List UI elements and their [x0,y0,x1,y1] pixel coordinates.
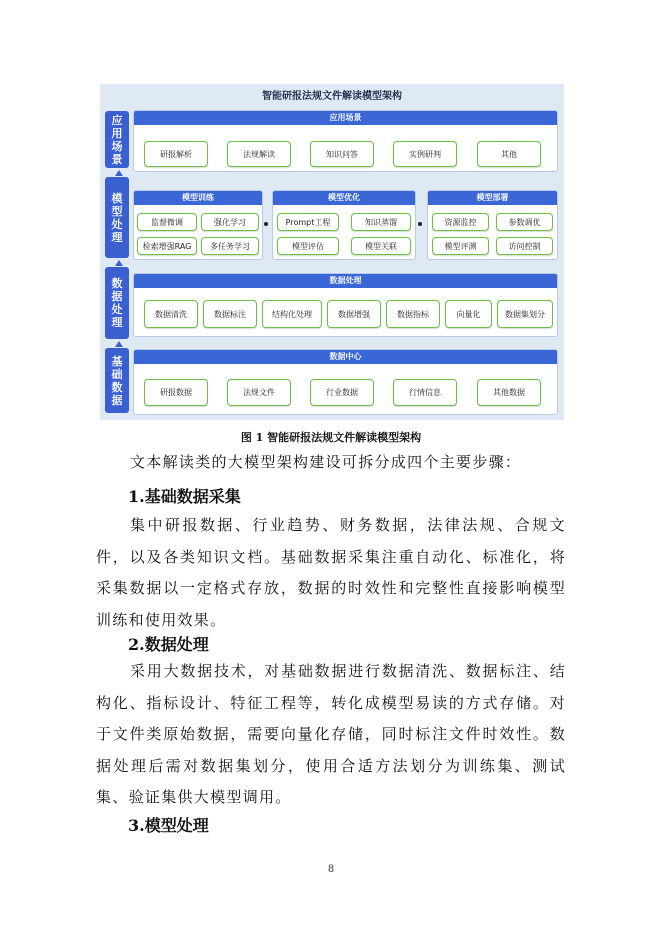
data-processing-head: 数据处理 [134,274,557,288]
train-chip: 多任务学习 [201,237,259,255]
side-label-center: 基础数据 [105,348,129,413]
data-center-head: 数据中心 [134,350,557,364]
train-chip: 检索增强RAG [137,237,197,255]
arrow-up-icon [115,170,123,176]
deploy-chip: 模型评测 [432,237,489,255]
center-chip: 研报数据 [144,379,208,406]
arrow-up-icon [115,341,123,347]
data-chip: 数据标注 [203,300,257,328]
app-chip: 知识问答 [310,141,374,167]
deploy-chip: 资源监控 [432,213,489,231]
center-chip: 其他数据 [477,379,541,406]
center-chip: 行业数据 [310,379,374,406]
deploy-chip: 参数调优 [496,213,553,231]
optim-chip: 模型评估 [277,237,339,255]
app-chip: 研报解析 [144,141,208,167]
architecture-figure [100,84,564,420]
app-layer-head: 应用场景 [134,111,557,125]
bullet-dot-icon [418,222,422,226]
optim-chip: 知识蒸馏 [351,213,411,231]
app-chip: 法规解读 [227,141,291,167]
model-deploy-head: 模型部署 [428,191,557,205]
section-heading-2: 2.数据处理 [128,635,209,654]
figure-caption: 图 1 智能研报法规文件解读模型架构 [240,431,422,444]
section-heading-1: 1.基础数据采集 [128,487,241,506]
arrow-up-icon [115,260,123,266]
bullet-dot-icon [264,222,268,226]
section-body-1: 集中研报数据、行业趋势、财务数据，法律法规、合规文件，以及各类知识文档。基础数据采集注重自动化、标准化，将采集数据以一定格式存放，数据的时效性和完整性直接影响模型训练和使用效果。 [96,516,566,629]
page-number: 8 [327,864,335,875]
data-chip: 数据清洗 [144,300,198,328]
model-train-head: 模型训练 [134,191,262,205]
deploy-chip: 访问控制 [496,237,553,255]
side-label-app: 应用场景 [105,111,129,168]
train-chip: 强化学习 [201,213,259,231]
side-label-data: 数据处理 [105,267,129,339]
side-label-model: 模型处理 [105,177,129,258]
data-chip: 数据指标 [386,300,440,328]
app-chip: 实例研判 [393,141,457,167]
figure-title: 智能研报法规文件解读模型架构 [262,91,402,102]
data-chip: 数据集划分 [497,300,553,328]
model-optim-head: 模型优化 [273,191,415,205]
data-chip: 数据增强 [327,300,381,328]
data-chip: 向量化 [445,300,492,328]
train-chip: 监督微调 [137,213,197,231]
intro-paragraph: 文本解读类的大模型架构建设可拆分成四个主要步骤： [130,453,522,471]
data-chip: 结构化处理 [262,300,322,328]
center-chip: 法规文件 [227,379,291,406]
optim-chip: Prompt工程 [277,213,339,231]
app-chip: 其他 [477,141,541,167]
section-body-2: 采用大数据技术，对基础数据进行数据清洗、数据标注、结构化、指标设计、特征工程等，转化成模型易读的方式存储。对于文件类原始数据，需要向量化存储，同时标注文件时效性。数据处理后需对数据集划分，使用合适方法划分为训练集、测试集、验证集供大模型调用。 [96,662,566,806]
section-heading-3: 3.模型处理 [128,816,209,835]
center-chip: 行情信息 [393,379,457,406]
optim-chip: 模型关联 [351,237,411,255]
